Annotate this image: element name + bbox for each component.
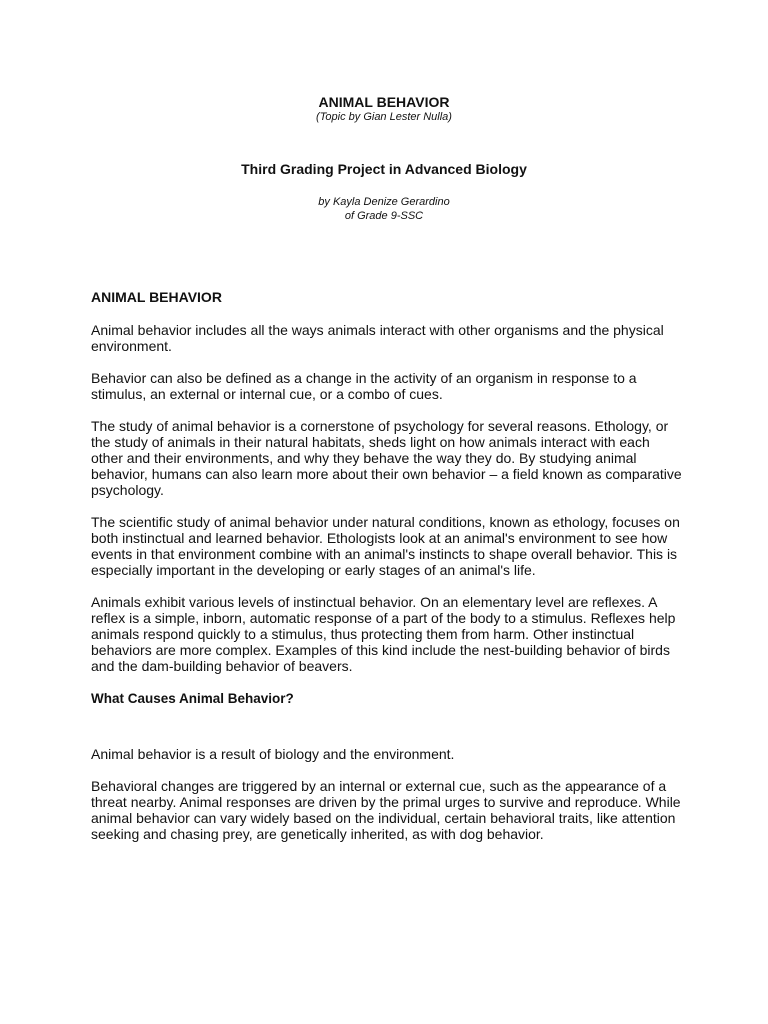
paragraph: Behavioral changes are triggered by an internal or external cue, such as the appearance of a threat nearby. Animal responses are driven by the primal urges to survive and reproduce. While animal behavior can vary widely based on the individual, certain behavioral traits, like attention seeking and chasing prey, are genetically inherited, as with dog behavior. [91, 778, 681, 842]
topic-credit: (Topic by Gian Lester Nulla) [316, 111, 452, 123]
subheading-causes: What Causes Animal Behavior? [91, 691, 294, 706]
byline [0, 195, 768, 223]
grade-line: of Grade 9-SSC [344, 210, 424, 222]
paragraph: Animals exhibit various levels of instinctual behavior. On an elementary level are reflexes. A reflex is a simple, inborn, automatic response of a part of the body to a stimulus. Reflexes help animals respond quickly to a stimulus, thus protecting them from harm. Other instinctual behaviors are more complex. Examples of this kind include the nest-building behavior of birds and the dam-building behavior of beavers. [91, 594, 676, 674]
paragraph: The scientific study of animal behavior under natural conditions, known as ethology, focuses on both instinctual and learned behavior. Ethologists look at an animal's environment to see how events in that environment combine with an animal's instincts to shape overall behavior. This is especially important in the developing or early stages of an animal's life. [91, 514, 680, 578]
project-title: Third Grading Project in Advanced Biology [241, 161, 527, 177]
paragraph: Animal behavior is a result of biology and the environment. [91, 746, 455, 762]
section-heading: ANIMAL BEHAVIOR [91, 289, 222, 305]
document-title: ANIMAL BEHAVIOR [318, 94, 450, 110]
author-line: by Kayla Denize Gerardino [318, 196, 450, 208]
paragraph: The study of animal behavior is a cornerstone of psychology for several reasons. Ethology, or the study of animals in their natural habitats, sheds light on how animals interact with each other and their environments, and why they behave the way they do. By studying animal behavior, humans can also learn more about their own behavior – a field known as comparative psychology. [91, 418, 682, 498]
paragraph: Animal behavior includes all the ways animals interact with other organisms and the physical environment. [91, 322, 664, 354]
document-body [91, 288, 683, 858]
paragraph: Behavior can also be defined as a change in the activity of an organism in response to a stimulus, an external or internal cue, or a combo of cues. [91, 370, 637, 402]
